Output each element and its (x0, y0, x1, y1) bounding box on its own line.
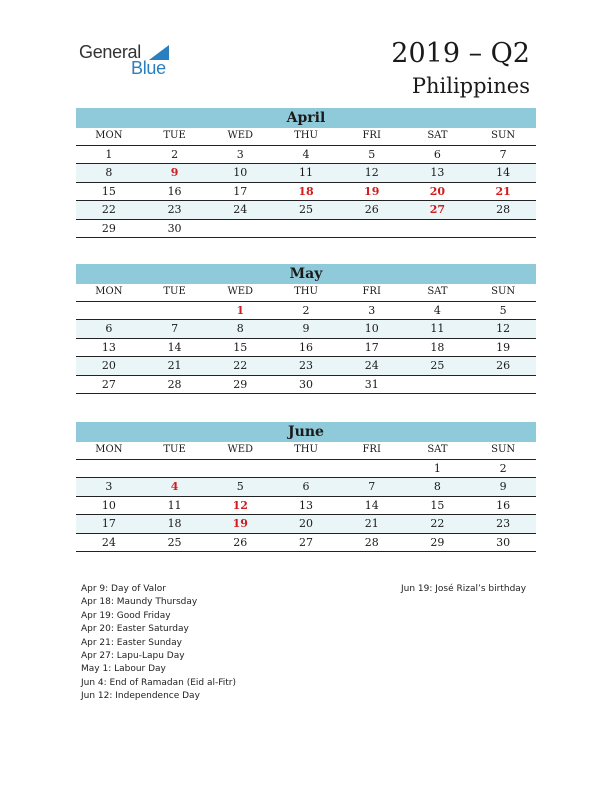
day-cell: 26 (496, 359, 511, 372)
day-cell: 13 (101, 340, 116, 354)
day-cell: 19 (496, 340, 511, 354)
day-cell: 11 (430, 322, 445, 335)
day-cell: 30 (167, 221, 182, 235)
day-cell: 3 (105, 480, 113, 493)
week-row (76, 534, 536, 553)
day-cell: 27 (429, 203, 446, 216)
day-cell: 21 (167, 359, 182, 372)
week-row (76, 201, 536, 220)
day-cell: 12 (364, 166, 379, 179)
day-cell: 8 (236, 322, 244, 335)
day-cell: 19 (232, 517, 248, 530)
weekday-label: THU (273, 442, 339, 460)
day-cell: 2 (171, 147, 179, 161)
week-row (76, 339, 536, 358)
day-cell: 19 (364, 184, 380, 198)
logo (79, 42, 179, 82)
day-cell: 20 (429, 184, 446, 198)
logo-general-text: General (79, 42, 141, 62)
day-cell: 22 (233, 359, 248, 372)
empty-day-cell (142, 302, 208, 320)
weekday-label: TUE (142, 128, 208, 146)
day-cell: 25 (167, 535, 182, 549)
weekday-label: SUN (470, 128, 536, 146)
day-cell: 29 (430, 535, 445, 549)
holiday-note: May 1: Labour Day (81, 664, 166, 675)
day-cell: 23 (496, 517, 511, 530)
day-cell: 8 (105, 166, 113, 179)
weekday-label: MON (76, 442, 142, 460)
day-cell: 15 (233, 340, 248, 354)
day-cell: 3 (236, 147, 244, 161)
day-cell: 28 (496, 203, 511, 216)
week-row (76, 357, 536, 376)
week-row (76, 478, 536, 497)
day-cell: 16 (496, 498, 511, 512)
weekday-label: TUE (142, 284, 208, 302)
day-cell: 29 (233, 377, 248, 391)
day-cell: 9 (499, 480, 507, 493)
day-cell: 8 (433, 480, 441, 493)
weekday-label: FRI (339, 442, 405, 460)
weekday-label: THU (273, 128, 339, 146)
day-cell: 26 (364, 203, 379, 216)
weekday-label: THU (273, 284, 339, 302)
day-cell: 9 (170, 166, 179, 179)
day-cell: 6 (105, 322, 113, 335)
day-cell: 25 (430, 359, 445, 372)
day-cell: 11 (298, 166, 313, 179)
week-row (76, 497, 536, 516)
holiday-notes-left (81, 583, 236, 704)
day-cell: 28 (364, 535, 379, 549)
weekday-header-row (76, 128, 536, 146)
weekday-label: MON (76, 128, 142, 146)
day-cell: 15 (101, 184, 116, 198)
week-row (76, 376, 536, 395)
empty-day-cell (470, 220, 536, 238)
day-cell: 1 (105, 147, 113, 161)
week-row (76, 460, 536, 479)
weekday-header-row (76, 284, 536, 302)
empty-day-cell (470, 376, 536, 394)
month-title: June (76, 422, 536, 442)
weekday-label: WED (207, 284, 273, 302)
day-cell: 2 (302, 303, 310, 317)
day-cell: 18 (430, 340, 445, 354)
day-cell: 18 (298, 184, 314, 198)
day-cell: 9 (302, 322, 310, 335)
weekday-label: SAT (405, 128, 471, 146)
day-cell: 11 (167, 498, 182, 512)
day-cell: 30 (298, 377, 313, 391)
day-cell: 7 (499, 147, 507, 161)
day-cell: 7 (171, 322, 179, 335)
day-cell: 14 (496, 166, 511, 179)
week-row (76, 164, 536, 183)
day-cell: 23 (167, 203, 182, 216)
day-cell: 12 (232, 498, 248, 512)
day-cell: 15 (430, 498, 445, 512)
empty-day-cell (76, 302, 142, 320)
empty-day-cell (339, 220, 405, 238)
day-cell: 17 (233, 184, 248, 198)
day-cell: 18 (167, 517, 182, 530)
weekday-header-row (76, 442, 536, 460)
weekday-label: FRI (339, 284, 405, 302)
week-row (76, 515, 536, 534)
week-row (76, 183, 536, 202)
country-name: Philippines (411, 74, 530, 98)
empty-day-cell (207, 220, 273, 238)
day-cell: 25 (298, 203, 313, 216)
day-cell: 10 (233, 166, 248, 179)
weekday-label: WED (207, 442, 273, 460)
day-cell: 31 (364, 377, 379, 391)
day-cell: 24 (101, 535, 116, 549)
weekday-label: MON (76, 284, 142, 302)
empty-day-cell (142, 460, 208, 478)
holiday-notes-right (401, 583, 526, 596)
day-cell: 30 (496, 535, 511, 549)
holiday-note: Jun 12: Independence Day (81, 691, 200, 702)
day-cell: 1 (236, 303, 245, 317)
empty-day-cell (273, 220, 339, 238)
weekday-label: FRI (339, 128, 405, 146)
day-cell: 10 (101, 498, 116, 512)
day-cell: 21 (364, 517, 379, 530)
weekday-label: SUN (470, 442, 536, 460)
day-cell: 5 (236, 480, 244, 493)
day-cell: 16 (298, 340, 313, 354)
month-april (76, 108, 536, 238)
page-title: 2019 – Q2 (391, 38, 530, 69)
day-cell: 20 (298, 517, 313, 530)
holiday-note: Jun 19: José Rizal’s birthday (401, 584, 527, 594)
day-cell: 29 (101, 221, 116, 235)
week-row (76, 320, 536, 339)
empty-day-cell (339, 460, 405, 478)
weekday-label: TUE (142, 442, 208, 460)
day-cell: 5 (499, 303, 507, 317)
holiday-note: Apr 20: Easter Saturday (81, 624, 189, 635)
day-cell: 16 (167, 184, 182, 198)
week-row (76, 220, 536, 239)
holiday-note: Apr 21: Easter Sunday (81, 637, 182, 648)
holiday-note: Apr 18: Maundy Thursday (81, 597, 198, 608)
day-cell: 28 (167, 377, 182, 391)
day-cell: 4 (170, 480, 179, 493)
day-cell: 17 (101, 517, 116, 530)
day-cell: 26 (233, 535, 248, 549)
day-cell: 4 (302, 147, 310, 161)
weekday-label: WED (207, 128, 273, 146)
day-cell: 14 (167, 340, 182, 354)
day-cell: 27 (298, 535, 313, 549)
day-cell: 2 (499, 461, 507, 475)
day-cell: 12 (496, 322, 511, 335)
day-cell: 1 (433, 461, 441, 475)
holiday-note: Apr 19: Good Friday (81, 610, 171, 621)
day-cell: 22 (430, 517, 445, 530)
day-cell: 21 (495, 184, 511, 198)
day-cell: 6 (433, 147, 441, 161)
day-cell: 23 (298, 359, 313, 372)
day-cell: 22 (101, 203, 116, 216)
holiday-note: Apr 27: Lapu-Lapu Day (81, 651, 185, 662)
month-may (76, 264, 536, 394)
day-cell: 5 (368, 147, 376, 161)
month-title: May (76, 264, 536, 284)
day-cell: 17 (364, 340, 379, 354)
empty-day-cell (405, 220, 471, 238)
day-cell: 3 (368, 303, 376, 317)
week-row (76, 146, 536, 165)
day-cell: 24 (364, 359, 379, 372)
month-june (76, 422, 536, 552)
day-cell: 10 (364, 322, 379, 335)
weekday-label: SUN (470, 284, 536, 302)
logo-triangle-icon (149, 45, 169, 60)
holiday-note: Jun 4: End of Ramadan (Eid al-Fitr) (81, 677, 236, 688)
empty-day-cell (405, 376, 471, 394)
day-cell: 13 (298, 498, 313, 512)
holiday-note: Apr 9: Day of Valor (81, 584, 166, 594)
day-cell: 20 (101, 359, 116, 372)
day-cell: 4 (433, 303, 441, 317)
day-cell: 7 (368, 480, 376, 493)
day-cell: 13 (430, 166, 445, 179)
day-cell: 6 (302, 480, 310, 493)
weekday-label: SAT (405, 442, 471, 460)
logo-blue-text: Blue (131, 58, 166, 78)
weekday-label: SAT (405, 284, 471, 302)
day-cell: 24 (233, 203, 248, 216)
day-cell: 27 (101, 377, 116, 391)
empty-day-cell (76, 460, 142, 478)
month-title: April (76, 108, 536, 128)
empty-day-cell (273, 460, 339, 478)
week-row (76, 302, 536, 321)
empty-day-cell (207, 460, 273, 478)
day-cell: 14 (364, 498, 379, 512)
